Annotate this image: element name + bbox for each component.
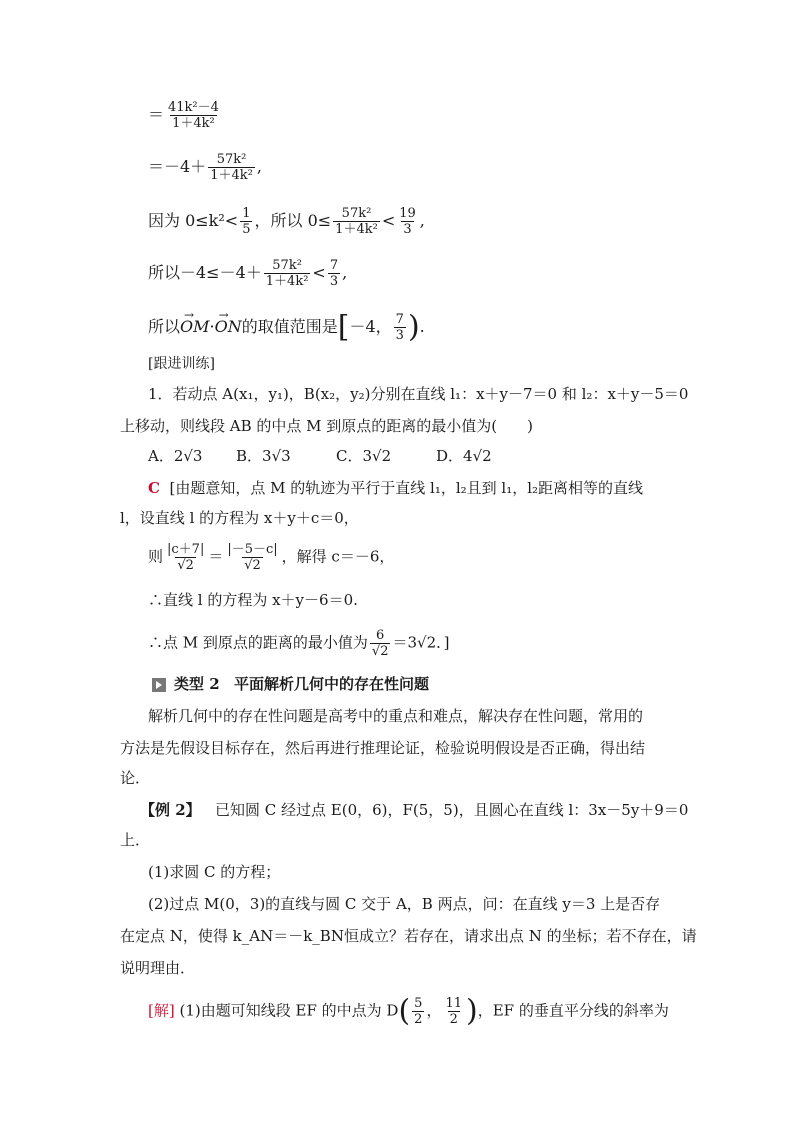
example-line-2: 上．: [120, 831, 151, 849]
example-line-1: 【例 2】 已知圆 C 经过点 E(0，6)，F(5，5)，且圆心在直线 l：3x－5y＋9＝0: [140, 801, 689, 819]
solution-line-2: l，设直线 l 的方程为 x＋y＋c＝0，: [120, 509, 359, 527]
example-tag: 【例 2】: [140, 801, 201, 819]
play-icon: [152, 678, 166, 692]
solution-line-1: C [由题意知，点 M 的轨迹为平行于直线 l₁，l₂且到 l₁，l₂距离相等的直线: [148, 479, 644, 497]
derivation-line-2: ＝－4＋ $\frac{\text{57k²}}{\text{1＋4k²}}$ ,: [148, 152, 262, 183]
derivation-line-3: 因为 0≤k²< $\frac{1}{5}$ ，所以 0≤ $\frac{\text{57k²}}{\text{1＋4k²}}$ < $\frac{19}{3}$ ,: [148, 206, 425, 237]
example-part-1: (1)求圆 C 的方程；: [148, 863, 281, 881]
vector-on: → ON: [215, 317, 242, 337]
solution-tag: [解]: [148, 1001, 175, 1020]
intro-line-1: 解析几何中的存在性问题是高考中的重点和难点，解决存在性问题，常用的: [148, 707, 644, 725]
question-line-2: 上移动，则线段 AB 的中点 M 到原点的距离的最小值为( ): [120, 417, 533, 435]
solution-line-5: ∴点 M 到原点的距离的最小值为 $\frac{6}{√2}$ ＝3√2．]: [148, 628, 450, 659]
option-a: A．2√3: [148, 447, 203, 465]
intro-line-3: 论．: [120, 769, 151, 787]
example-part-2-line-2: 在定点 N，使得 k_AN＝－k_BN恒成立？若存在，请求出点 N 的坐标；若不存在，请: [120, 927, 697, 945]
example-part-2-line-3: 说明理由．: [120, 959, 196, 977]
derivation-line-1: [148, 100, 223, 131]
section-header-type2: 类型 2 平面解析几何中的存在性问题: [152, 674, 429, 694]
training-header: [跟进训练]: [148, 356, 215, 372]
question-line-1: 1．若动点 A(x₁，y₁)，B(x₂，y₂)分别在直线 l₁：x＋y－7＝0 和 l₂：x＋y－5＝0: [148, 385, 689, 403]
option-b: B．3√3: [236, 447, 291, 465]
derivation-line-4: 所以－4≤－4＋ $\frac{\text{57k²}}{\text{1＋4k²}}$ < $\frac{7}{3}$ ,: [148, 258, 348, 289]
solution-line-3: 则 $\frac{|c+7|}{√2}$ ＝ $\frac{|-5-c|}{√2}$ ，解得 c＝－6，: [148, 542, 395, 573]
equals-sign: ＝: [148, 105, 165, 124]
fraction: $\frac{\text{41k²－4}}{\text{1＋4k²}}$: [168, 100, 219, 131]
option-c: C．3√2: [336, 447, 392, 465]
fraction: $\frac{\text{57k²}}{\text{1＋4k²}}$: [210, 152, 253, 183]
example-solution-line-1: [解] (1)由题可知线段 EF 的中点为 D( $\frac{5}{2}$ ， $\frac{11}{2}$ )，EF 的垂直平分线的斜率为: [148, 993, 669, 1029]
example-part-2-line-1: (2)过点 M(0，3)的直线与圆 C 交于 A，B 两点，问：在直线 y＝3 上是否存: [148, 895, 661, 913]
derivation-line-5: 所以→ OM·→ ON的取值范围是[－4， $\frac{7}{3}$ ).: [148, 312, 425, 343]
intro-line-2: 方法是先假设目标存在，然后再进行推理论证，检验说明假设是否正确，得出结: [120, 739, 646, 757]
answer-letter: C: [148, 479, 160, 497]
solution-line-4: ∴直线 l 的方程为 x＋y－6＝0.: [148, 591, 358, 609]
option-d: D．4√2: [436, 447, 492, 465]
vector-om: → OM: [180, 317, 210, 337]
